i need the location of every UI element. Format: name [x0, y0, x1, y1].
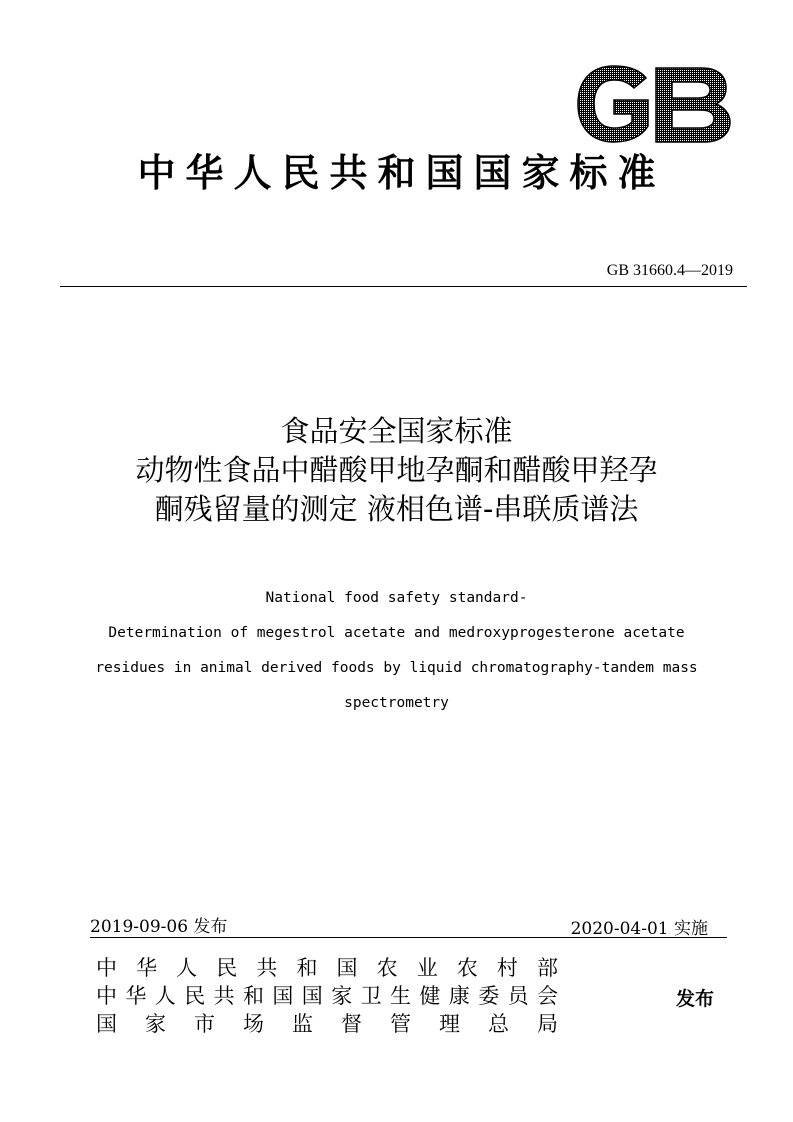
english-title-line-3: residues in animal derived foods by liquid chromatography-tandem mass — [95, 660, 698, 676]
issuer-line: 中华人民共和国农业农村部 — [96, 956, 558, 980]
publish-label: 发布 — [676, 988, 715, 1010]
chinese-title — [0, 412, 793, 529]
standard-number: GB 31660.4—2019 — [606, 262, 733, 279]
chinese-title-line-2: 动物性食品中醋酸甲地孕酮和醋酸甲羟孕 — [135, 453, 658, 487]
gb-logo — [576, 64, 732, 144]
logo-letter-g — [578, 66, 648, 142]
issuer-line: 中华人民共和国国家卫生健康委员会 — [96, 984, 558, 1008]
english-title-line-1: National food safety standard- — [265, 590, 528, 606]
national-standard-heading: 中华人民共和国国家标准 — [137, 151, 666, 195]
chinese-title-line-3: 酮残留量的测定 液相色谱-串联质谱法 — [154, 492, 639, 526]
issuer-line: 国家市场监督管理总局 — [96, 1012, 558, 1036]
chinese-title-line-1: 食品安全国家标准 — [280, 414, 513, 448]
issuing-authorities — [96, 954, 558, 1038]
issue-date: 2019-09-06 发布 — [90, 917, 228, 937]
logo-letter-b — [656, 68, 730, 142]
top-divider — [60, 286, 747, 287]
implementation-date: 2020-04-01 实施 — [570, 919, 708, 939]
bottom-divider — [90, 937, 727, 938]
english-title-line-4: spectrometry — [344, 695, 449, 711]
english-title — [0, 581, 793, 721]
english-title-line-2: Determination of megestrol acetate and medroxyprogesterone acetate — [108, 625, 685, 641]
